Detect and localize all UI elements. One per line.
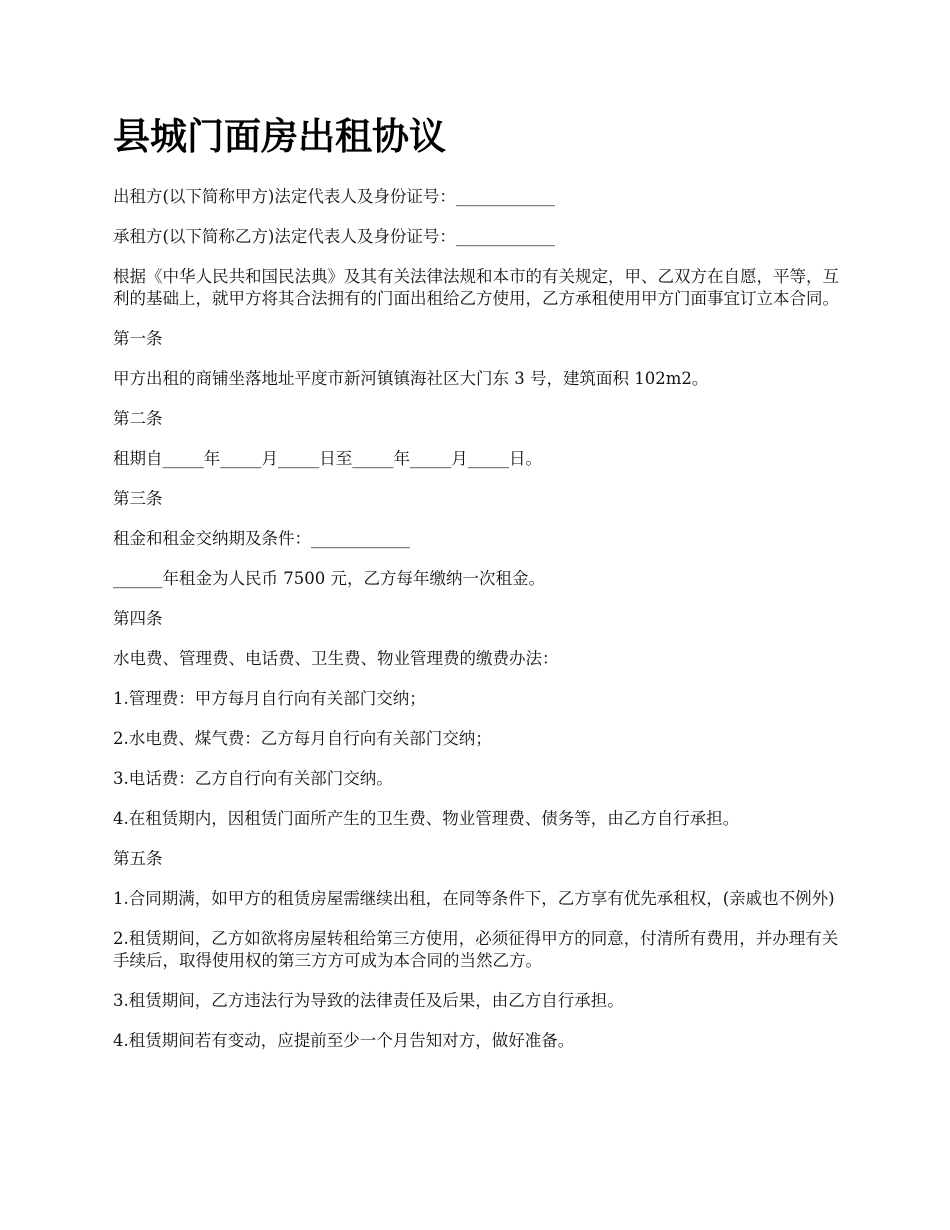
article-1-heading: 第一条 <box>113 329 163 348</box>
article-5-item-1: 1.合同期满，如甲方的租赁房屋需继续出租，在同等条件下，乙方享有优先承租权，(亲戚也不例外) <box>113 889 835 908</box>
article-3-text-1: 租金和租金交纳期及条件：____________ <box>113 529 410 548</box>
article-1-text: 甲方出租的商铺坐落地址平度市新河镇镇海社区大门东 3 号，建筑面积 102m2。 <box>113 369 709 388</box>
article-3-heading: 第三条 <box>113 489 163 508</box>
article-3-text-2: ______年租金为人民币 7500 元，乙方每年缴纳一次租金。 <box>113 569 545 588</box>
article-2-heading: 第二条 <box>113 409 163 428</box>
article-4-item-2: 2.水电费、煤气费：乙方每月自行向有关部门交纳； <box>113 729 492 748</box>
preamble-paragraph: 根据《中华人民共和国民法典》及其有关法律法规和本市的有关规定，甲、乙双方在自愿，平等，互利的基础上，就甲方将其合法拥有的门面出租给乙方使用，乙方承租使用甲方门面事宜订立本合同。 <box>113 267 839 308</box>
article-5-item-4: 4.租赁期间若有变动，应提前至少一个月告知对方，做好准备。 <box>113 1031 575 1050</box>
lessee-line: 承租方(以下简称乙方)法定代表人及身份证号：____________ <box>113 227 555 246</box>
document-title: 县城门面房出租协议 <box>113 114 446 158</box>
article-5-heading: 第五条 <box>113 849 163 868</box>
article-4-item-1: 1.管理费：甲方每月自行向有关部门交纳； <box>113 689 426 708</box>
article-4-item-3: 3.电话费：乙方自行向有关部门交纳。 <box>113 769 393 788</box>
article-4-heading: 第四条 <box>113 609 163 628</box>
article-2-text: 租期自_____年_____月_____日至_____年_____月_____日。 <box>113 449 542 468</box>
article-4-intro: 水电费、管理费、电话费、卫生费、物业管理费的缴费办法： <box>113 649 559 668</box>
article-5-item-3: 3.租赁期间，乙方违法行为导致的法律责任及后果，由乙方自行承担。 <box>113 991 624 1010</box>
article-5-item-2: 2.租赁期间，乙方如欲将房屋转租给第三方使用，必须征得甲方的同意，付清所有费用，并办理有关手续后，取得使用权的第三方方可成为本合同的当然乙方。 <box>113 929 839 970</box>
lessor-line: 出租方(以下简称甲方)法定代表人及身份证号：____________ <box>113 187 555 206</box>
article-4-item-4: 4.在租赁期内，因租赁门面所产生的卫生费、物业管理费、债务等，由乙方自行承担。 <box>113 809 740 828</box>
